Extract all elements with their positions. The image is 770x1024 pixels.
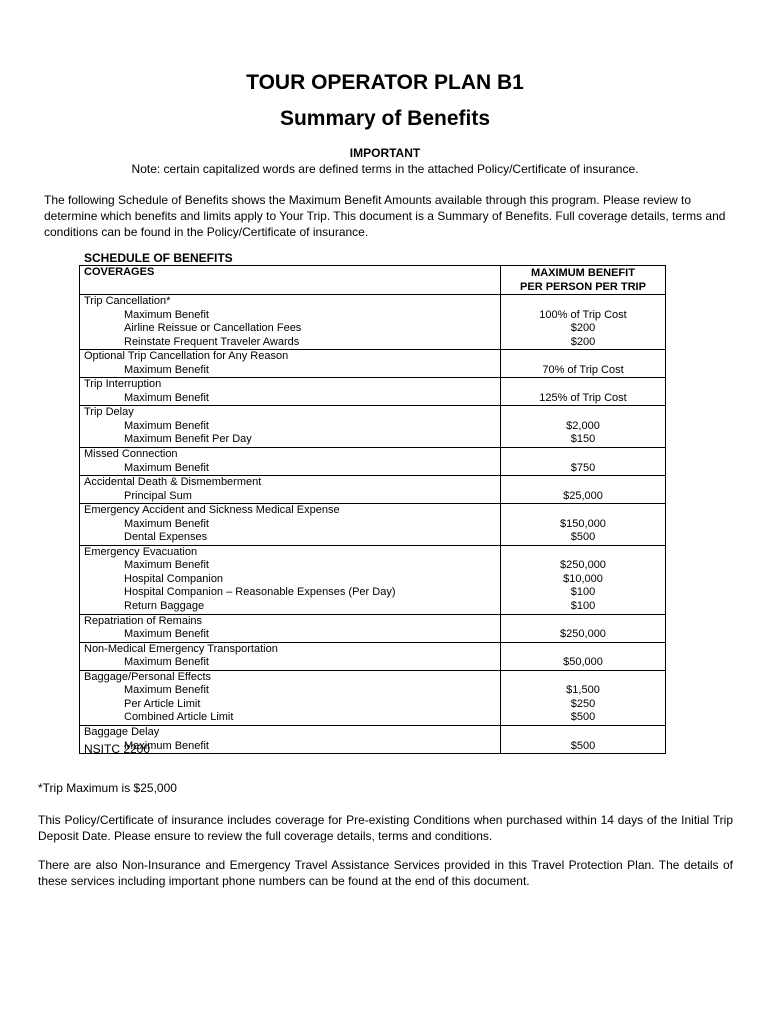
coverage-item-value: $250,000: [560, 559, 606, 572]
coverage-title: Emergency Evacuation: [84, 545, 198, 558]
coverage-item-value: $100: [570, 586, 596, 599]
amount-spacer: [505, 671, 661, 685]
coverage-item-value: $150,000: [560, 517, 606, 530]
coverage-item-label: Maximum Benefit: [124, 559, 209, 572]
trip-maximum-note: *Trip Maximum is $25,000: [38, 781, 177, 795]
benefit-group-row: [80, 670, 666, 725]
coverage-item-label: Principal Sum: [124, 489, 192, 502]
coverage-item-label: Maximum Benefit: [124, 656, 209, 669]
max-benefit-header-line1: MAXIMUM BENEFIT: [531, 267, 635, 279]
coverage-cell: [80, 476, 501, 504]
coverage-item-value: 100% of Trip Cost: [539, 308, 627, 321]
benefit-amount-cell: [501, 448, 666, 476]
coverage-item-value: $2,000: [566, 419, 600, 432]
coverage-item-value: $750: [570, 461, 596, 474]
amount-spacer: [505, 476, 661, 490]
benefit-amount-cell: [501, 295, 666, 350]
coverage-item-value: $500: [570, 739, 596, 752]
coverage-item-value: $25,000: [563, 489, 603, 502]
coverage-cell: [80, 614, 501, 642]
coverage-item-label: Return Baggage: [124, 600, 205, 613]
form-number: NSITC 2200: [84, 742, 151, 756]
coverage-item-label: Reinstate Frequent Traveler Awards: [124, 335, 300, 348]
benefits-table: [79, 265, 666, 754]
coverage-title: Baggage/Personal Effects: [84, 670, 211, 683]
assistance-paragraph: There are also Non-Insurance and Emergency Travel Assistance Services provided in this Travel Protection Plan. The details of these services including important phone numbers can be found at the end of this document.: [38, 858, 733, 888]
benefit-group-row: [80, 448, 666, 476]
coverage-item-value: $250,000: [560, 628, 606, 641]
coverage-item-label: Maximum Benefit: [124, 308, 209, 321]
benefit-amount-cell: [501, 670, 666, 725]
coverage-item-value: 125% of Trip Cost: [539, 391, 627, 404]
amount-spacer: [505, 350, 661, 364]
schedule-label: SCHEDULE OF BENEFITS: [84, 251, 233, 265]
benefit-group-row: [80, 545, 666, 614]
benefit-group-row: [80, 378, 666, 406]
benefit-group-row: [80, 725, 666, 753]
coverage-item-label: Hospital Companion: [124, 572, 224, 585]
coverage-item-label: Airline Reissue or Cancellation Fees: [124, 322, 302, 335]
coverage-item-value: $200: [570, 322, 596, 335]
benefit-amount-cell: [501, 614, 666, 642]
coverage-cell: [80, 545, 501, 614]
benefit-amount-cell: [501, 725, 666, 753]
amount-spacer: [505, 378, 661, 392]
coverage-item-value: $500: [570, 711, 596, 724]
amount-spacer: [505, 295, 661, 309]
coverage-item-value: $250: [570, 697, 596, 710]
coverage-title: Emergency Accident and Sickness Medical Expense: [84, 504, 340, 517]
page-subtitle: Summary of Benefits: [279, 107, 491, 130]
coverage-title: Trip Delay: [84, 406, 134, 419]
coverage-title: Repatriation of Remains: [84, 614, 203, 627]
amount-spacer: [505, 615, 661, 629]
coverage-item-label: Combined Article Limit: [124, 711, 234, 724]
amount-spacer: [505, 448, 661, 462]
benefit-group-row: [80, 295, 666, 350]
coverage-title: Trip Interruption: [84, 378, 162, 391]
amount-spacer: [505, 726, 661, 740]
benefit-amount-cell: [501, 504, 666, 546]
coverage-item-value: $150: [570, 433, 596, 446]
max-benefit-header: [501, 266, 666, 295]
page-title: TOUR OPERATOR PLAN B1: [246, 71, 524, 94]
coverage-item-value: $50,000: [563, 656, 603, 669]
coverage-item-label: Maximum Benefit: [124, 363, 209, 376]
preexisting-paragraph: This Policy/Certificate of insurance includes coverage for Pre-existing Conditions when purchased within 14 days of the Initial Trip Deposit Date. Please ensure to review the full coverage details, terms and conditions.: [38, 813, 733, 843]
coverage-item-label: Maximum Benefit: [124, 461, 209, 474]
benefit-amount-cell: [501, 350, 666, 378]
coverage-item-label: Dental Expenses: [124, 531, 208, 544]
intro-paragraph: The following Schedule of Benefits shows the Maximum Benefit Amounts available through this program. Please review to determine which benefits and limits apply to Your Trip. This document is a Summary of Benefits. Full coverage details, terms and conditions can be found in the Policy/Certificate of insurance.: [44, 193, 726, 239]
coverage-item-label: Maximum Benefit: [124, 517, 209, 530]
benefit-amount-cell: [501, 642, 666, 670]
amount-spacer: [505, 546, 661, 560]
benefit-group-row: [80, 406, 666, 448]
coverage-title: Non-Medical Emergency Transportation: [84, 642, 278, 655]
coverage-item-value: $500: [570, 531, 596, 544]
coverage-cell: [80, 448, 501, 476]
benefit-amount-cell: [501, 406, 666, 448]
benefit-group-row: [80, 350, 666, 378]
coverage-title: Accidental Death & Dismemberment: [84, 476, 262, 489]
coverage-title: Optional Trip Cancellation for Any Reason: [84, 350, 289, 363]
coverage-cell: [80, 670, 501, 725]
coverage-item-value: $200: [570, 335, 596, 348]
coverage-title: Baggage Delay: [84, 725, 160, 738]
benefit-group-row: [80, 642, 666, 670]
important-heading: IMPORTANT: [349, 146, 421, 160]
benefit-amount-cell: [501, 378, 666, 406]
amount-spacer: [505, 406, 661, 420]
max-benefit-header-line2: PER PERSON PER TRIP: [520, 281, 646, 293]
coverage-item-label: Maximum Benefit: [124, 684, 209, 697]
coverage-item-label: Maximum Benefit Per Day: [124, 433, 252, 446]
coverage-item-value: $100: [570, 600, 596, 613]
benefit-group-row: [80, 614, 666, 642]
amount-spacer: [505, 643, 661, 657]
benefit-group-row: [80, 504, 666, 546]
coverage-item-label: Hospital Companion – Reasonable Expenses (Per Day): [124, 586, 396, 599]
coverage-item-label: Maximum Benefit: [124, 419, 209, 432]
coverage-cell: [80, 504, 501, 546]
coverages-header: COVERAGES: [80, 266, 501, 295]
coverage-item-label: Maximum Benefit: [124, 391, 209, 404]
benefit-amount-cell: [501, 476, 666, 504]
amount-spacer: [505, 504, 661, 518]
coverage-item-value: $1,500: [566, 684, 600, 697]
coverage-cell: [80, 295, 501, 350]
coverage-item-label: Maximum Benefit: [124, 739, 209, 752]
coverage-cell: [80, 642, 501, 670]
coverage-item-value: $10,000: [563, 572, 603, 585]
benefit-amount-cell: [501, 545, 666, 614]
coverage-cell: [80, 378, 501, 406]
benefit-group-row: [80, 476, 666, 504]
coverage-title: Missed Connection: [84, 448, 178, 461]
coverage-cell: [80, 350, 501, 378]
important-note: Note: certain capitalized words are defined terms in the attached Policy/Certificate of insurance.: [131, 162, 639, 176]
coverage-item-value: 70% of Trip Cost: [542, 363, 624, 376]
coverage-item-label: Per Article Limit: [124, 697, 201, 710]
coverage-cell: [80, 406, 501, 448]
benefit-rows: [80, 295, 666, 754]
coverage-item-label: Maximum Benefit: [124, 628, 209, 641]
coverage-title: Trip Cancellation*: [84, 295, 171, 307]
table-header-row: [80, 266, 666, 295]
